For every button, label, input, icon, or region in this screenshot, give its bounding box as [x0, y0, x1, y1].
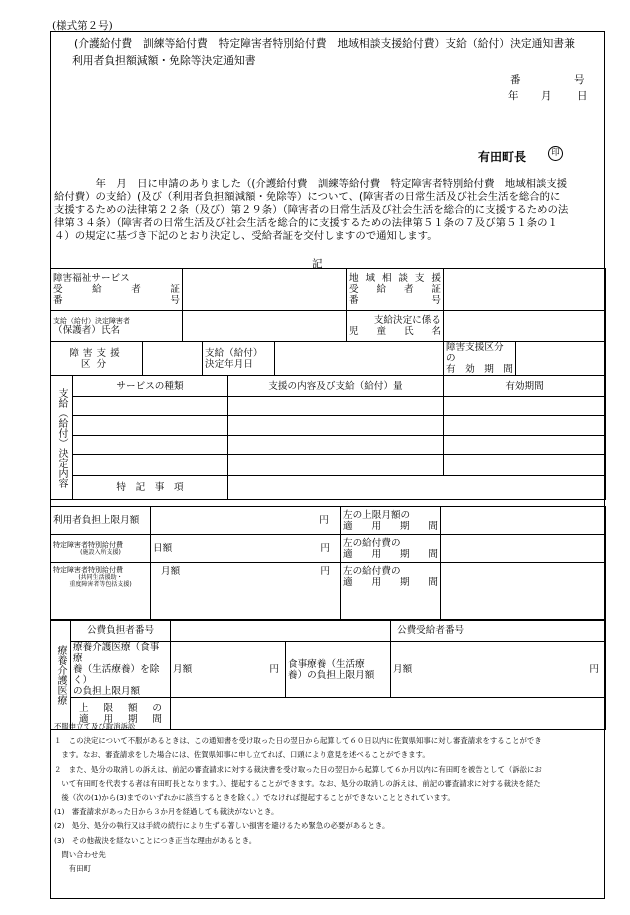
appeal-notes	[54, 720, 602, 876]
support-cell[interactable]	[228, 397, 444, 416]
note-line: (1) 審査請求があった日から３か月を経過しても裁決がないとき。	[54, 807, 279, 817]
support-cell[interactable]	[228, 455, 444, 476]
doc-date-day: 日	[577, 90, 588, 102]
meal-cap-value[interactable]: 月額 円	[391, 642, 606, 698]
special-benefit1-value[interactable]: 日額 円	[151, 535, 341, 563]
period-cell[interactable]	[444, 436, 606, 455]
support-cell[interactable]	[228, 416, 444, 436]
notes-heading: 不服申立て及び取消訴訟	[54, 722, 136, 731]
note-line: (3) その他裁決を経ないことにつき正当な理由があるとき。	[54, 835, 257, 845]
benefit-period-label: 左の給付費の 適 用 期 間	[341, 535, 441, 563]
decision-date-label: 支給（給付） 決定年月日	[203, 342, 275, 376]
special-benefit2-label: 特定障害者特別給付費 (共同生活援助・ 重度障害者等包括支援)	[51, 563, 151, 621]
body-line: 支援するための法律第２２条（及び）第２９条）（障害者の日常生活及び社会生活を総合的に支援するための法	[54, 204, 569, 216]
benefit-period2-value[interactable]	[441, 563, 606, 621]
cap-label: 利用者負担上限月額	[51, 507, 151, 535]
col-support-content: 支援の内容及び支給（給付）量	[228, 376, 444, 397]
document-title-line1: (介護給付費 訓練等給付費 特定障害者特別給付費 地域相談支援給付費）支給（給付）決定通知書兼	[74, 37, 575, 50]
special-notes-value[interactable]	[228, 476, 606, 500]
medical-care-table	[50, 619, 606, 730]
disability-class-value[interactable]	[143, 342, 203, 376]
record-label: 記	[312, 258, 323, 270]
medical-care-vertical-label: 療養介護医療	[51, 620, 71, 730]
special-benefit2-value[interactable]: 月額 円	[151, 563, 341, 621]
service-cell[interactable]	[73, 455, 228, 476]
cap-period-label: 左の上限月額の 適 用 期 間	[341, 507, 441, 535]
benefit-period2-label: 左の給付費の 適 用 期 間	[341, 563, 441, 621]
public-recipient-label: 公費受給者番号	[397, 625, 465, 636]
limit-period-label: 上 限 額 の 適 用 期 間	[71, 698, 171, 730]
note-line: ます。なお、審査請求をした場合には、佐賀県知事に申し立てれば、口頭により意見を述べることができます。	[54, 750, 430, 760]
service-cell[interactable]	[73, 416, 228, 436]
class-period-label: 障害支援区分の 有 効 期 間	[444, 342, 516, 376]
col-service-type: サービスの種類	[73, 376, 228, 397]
seal-icon: 印	[548, 146, 563, 161]
child-name-value[interactable]	[444, 311, 606, 342]
regional-cert-value[interactable]	[444, 269, 606, 311]
contact-label: 問い合わせ先	[54, 849, 106, 859]
meal-cap-label: 食事療養（生活療 養）の負担上限月額	[286, 642, 391, 698]
body-line: 給付費）の支給）(及び（利用者負担額減額・免除等）について、(障害者の日常生活及び社会生活を総合的に	[54, 191, 561, 203]
special-notes-label: 特 記 事 項	[73, 476, 228, 500]
cap-period-value[interactable]	[441, 507, 606, 535]
note-line: 後（次の(1)から(3)までのいずれかに該当するときを除く。）でなければ提起することができないこととされています。	[54, 793, 455, 803]
contact-value: 有田町	[54, 864, 91, 874]
body-line: 律第３４条）（障害者の日常生活及び社会生活を総合的に支援するための法律第５１条の７及び第５１条の１	[54, 217, 558, 229]
cap-value[interactable]: 円	[151, 507, 341, 535]
doc-date-month: 月	[541, 90, 552, 102]
note-line: １ この決定について不服があるときは、この通知書を受け取った日の翌日から起算して６０日以内に佐賀県知事に対し審査請求をすることができ	[54, 736, 542, 746]
guardian-value[interactable]	[183, 311, 347, 342]
special-benefit1-label: 特定障害者特別給付費 (施設入所支援)	[51, 535, 151, 563]
issuer-name: 有田町長	[478, 150, 527, 164]
body-line: ４）の規定に基づき下記のとおり決定し、受給者証を交付しますので通知します。	[54, 230, 438, 242]
col-valid-period: 有効期間	[444, 376, 606, 397]
care-cap-label: 療養介護医療（食事療 養（生活療養）を除く） の負担上限月額	[71, 642, 171, 698]
welfare-cert-value[interactable]	[183, 269, 347, 311]
note-line: いて有田町を代表する者は有田町長となります。）、提起することができます。なお、処分の取消しの訴えは、前記の審査請求に対する裁決を経た	[54, 778, 541, 788]
period-cell[interactable]	[444, 397, 606, 416]
public-payer-label: 公費負担者番号	[71, 620, 171, 642]
class-period-value[interactable]	[516, 342, 606, 376]
care-cap-value[interactable]: 月額 円	[171, 642, 286, 698]
guardian-label: 支給（給付）決定障害者 （保護者）氏名	[51, 311, 183, 342]
decision-content-vertical-label: 支給（給付）決定内容	[51, 376, 73, 500]
benefit-period-value[interactable]	[441, 535, 606, 563]
note-line: ２ また、処分の取消しの訴えは、前記の審査請求に対する裁決書を受け取った日の翌日から起算して６か月以内に有田町を被告として（訴訟にお	[54, 764, 542, 774]
public-recipient-cell	[391, 620, 606, 642]
support-cell[interactable]	[228, 436, 444, 455]
decision-date-value[interactable]	[275, 342, 444, 376]
disability-class-label: 障害支援 区分	[51, 342, 143, 376]
regional-cert-label: 地 域 相 談 支 援 受 給 者 証 番 号	[347, 269, 444, 311]
service-cell[interactable]	[73, 397, 228, 416]
welfare-cert-label: 障害福祉サービス 受 給 者 証 番 号	[51, 269, 183, 311]
public-payer-value[interactable]	[171, 620, 391, 642]
document-title-line2: 利用者負担額減額・免除等決定通知書	[72, 54, 256, 67]
period-cell[interactable]	[444, 455, 606, 476]
doc-number-label-b: 号	[574, 74, 585, 86]
form-label: (様式第２号)	[52, 20, 113, 32]
doc-number-label-a: 番	[510, 74, 521, 86]
period-cell[interactable]	[444, 416, 606, 436]
burden-table	[50, 506, 606, 621]
doc-date-year: 年	[508, 90, 519, 102]
service-cell[interactable]	[73, 436, 228, 455]
body-line: 年 月 日に申請のありました（(介護給付費 訓練等給付費 特定障害者特別給付費 地域相談支援	[54, 178, 568, 190]
decision-table	[50, 268, 606, 500]
child-name-label: 支給決定に係る 児 童 氏 名	[347, 311, 444, 342]
note-line: (2) 処分、処分の執行又は手続の続行により生ずる著しい損害を避けるため緊急の必要があるとき。	[54, 821, 390, 831]
notice-body	[54, 178, 602, 243]
